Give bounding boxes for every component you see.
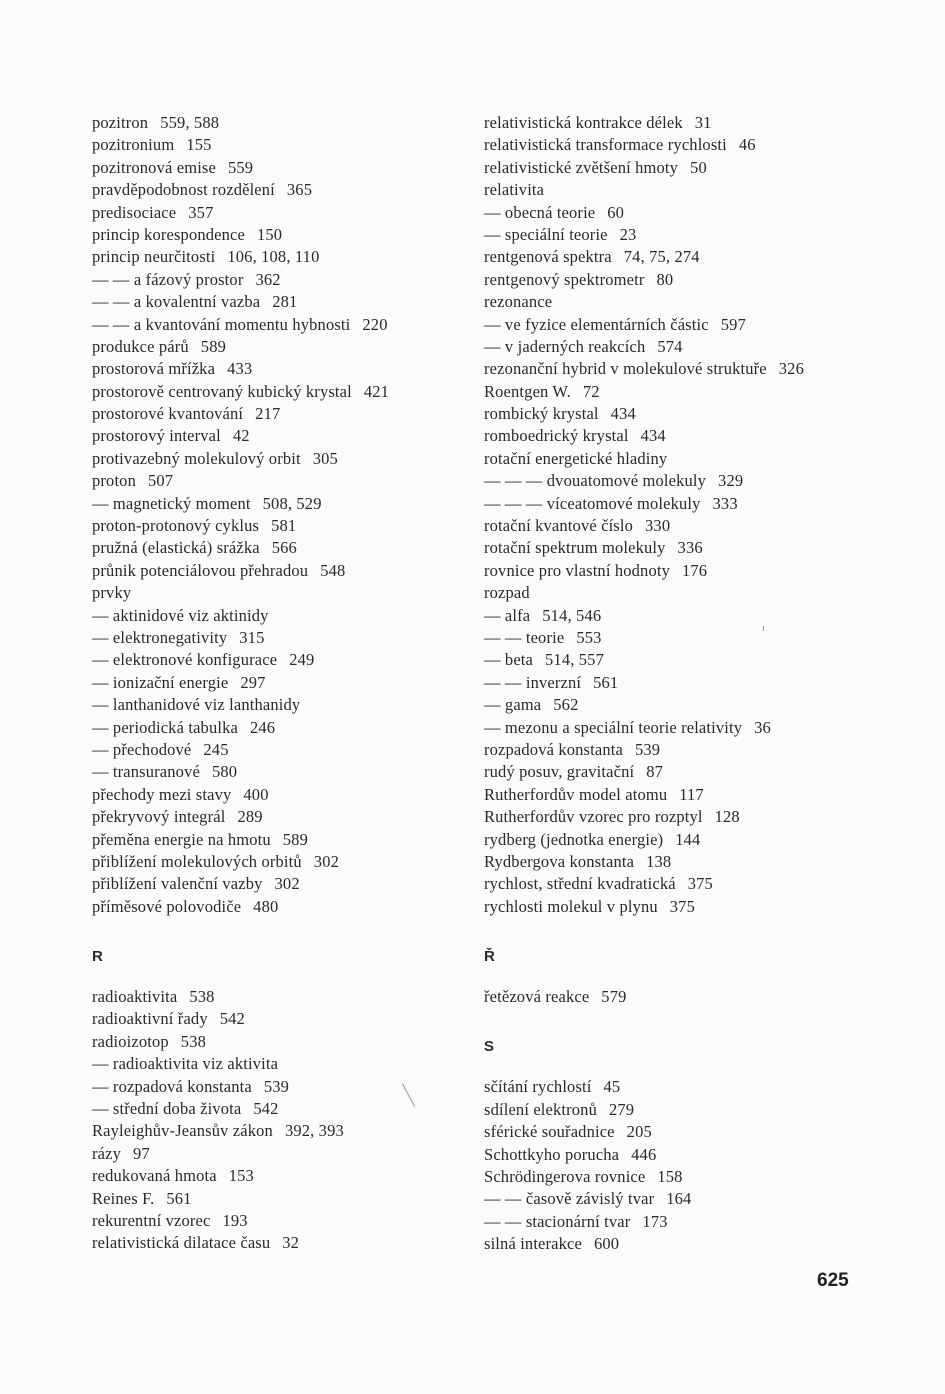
index-entry — [484, 761, 884, 783]
index-pages: 362 — [255, 269, 281, 289]
index-entry — [92, 425, 462, 447]
index-term: rudý posuv, gravitační — [484, 762, 635, 782]
index-entry — [92, 739, 462, 761]
index-entry — [484, 134, 884, 156]
index-term: překryvový integrál — [92, 807, 226, 827]
index-pages: 357 — [188, 202, 214, 222]
index-entry — [484, 112, 884, 134]
index-pages: 375 — [669, 896, 695, 916]
index-pages: 542 — [219, 1009, 245, 1029]
section-heading: Ř — [484, 948, 495, 966]
index-entry — [92, 761, 462, 783]
index-entry — [484, 851, 884, 873]
index-term: proton — [92, 471, 136, 491]
index-term: rekurentní vzorec — [92, 1210, 211, 1230]
index-column-right — [484, 112, 884, 1256]
index-term: — transuranové — [92, 762, 200, 782]
index-term: pravděpodobnost rozdělení — [92, 180, 275, 200]
index-entry — [92, 672, 462, 694]
index-term: radioaktivní řady — [92, 1009, 208, 1029]
index-term: radioaktivita — [92, 987, 178, 1007]
index-pages: 164 — [666, 1189, 692, 1209]
index-pages: 514, 546 — [542, 605, 602, 625]
index-pages: 400 — [243, 784, 269, 804]
index-entry — [484, 560, 884, 582]
index-pages: 80 — [656, 269, 674, 289]
index-pages: 326 — [778, 359, 804, 379]
index-term: rydberg (jednotka energie) — [484, 829, 664, 849]
index-entry — [484, 336, 884, 358]
index-pages: 158 — [657, 1167, 683, 1187]
index-entry — [92, 1188, 462, 1210]
index-term: rychlosti molekul v plynu — [484, 896, 658, 916]
index-pages: 542 — [253, 1099, 279, 1119]
index-term: Reines F. — [92, 1188, 155, 1208]
index-term: — — a kovalentní vazba — [92, 292, 261, 312]
index-entry — [92, 179, 462, 201]
index-pages: 302 — [313, 851, 339, 871]
index-term: — periodická tabulka — [92, 717, 238, 737]
index-entry — [92, 560, 462, 582]
index-pages: 330 — [645, 516, 671, 536]
index-entry — [484, 515, 884, 537]
index-entry — [484, 314, 884, 336]
index-pages: 153 — [228, 1166, 254, 1186]
index-pages: 561 — [166, 1188, 192, 1208]
index-entry — [92, 112, 462, 134]
index-term: — v jaderných reakcích — [484, 336, 646, 356]
index-term: — střední doba života — [92, 1099, 242, 1119]
index-entry — [484, 269, 884, 291]
index-term: Rydbergova konstanta — [484, 851, 635, 871]
index-term: prostorově centrovaný kubický krystal — [92, 381, 352, 401]
index-term: prostorová mřížka — [92, 359, 216, 379]
index-term: redukovaná hmota — [92, 1166, 217, 1186]
index-pages: 220 — [362, 314, 388, 334]
index-pages: 329 — [718, 471, 744, 491]
index-pages: 574 — [657, 336, 683, 356]
index-term: sčítání rychlostí — [484, 1077, 592, 1097]
index-term: rezonance — [484, 292, 553, 312]
index-entry — [484, 806, 884, 828]
index-pages: 50 — [690, 157, 707, 177]
index-term: — radioaktivita viz aktivita — [92, 1054, 279, 1074]
index-pages: 72 — [582, 381, 600, 401]
index-pages: 589 — [200, 336, 226, 356]
index-entry — [484, 157, 884, 179]
index-entry — [92, 1076, 462, 1098]
index-term: — — a fázový prostor — [92, 269, 244, 289]
index-term: predisociace — [92, 202, 177, 222]
index-entry — [484, 493, 884, 515]
index-entry — [484, 448, 884, 470]
index-pages: 446 — [631, 1144, 657, 1164]
index-pages: 597 — [720, 314, 746, 334]
scan-mark — [763, 626, 764, 631]
index-entry — [92, 1165, 462, 1187]
section-heading: R — [92, 948, 103, 966]
index-entry — [92, 694, 462, 716]
index-entry — [92, 717, 462, 739]
index-entry — [92, 515, 462, 537]
index-pages: 434 — [610, 404, 636, 424]
index-pages: 538 — [180, 1031, 206, 1051]
index-entry — [484, 1166, 884, 1188]
index-pages: 553 — [576, 627, 602, 647]
index-term: příměsové polovodiče — [92, 896, 242, 916]
index-term: rázy — [92, 1143, 121, 1163]
index-pages: 155 — [186, 135, 212, 155]
index-pages: 279 — [608, 1099, 635, 1119]
index-term: — aktinidové viz aktinidy — [92, 605, 269, 625]
index-entry — [92, 1098, 462, 1120]
section-heading: S — [484, 1038, 495, 1056]
index-pages: 150 — [256, 224, 283, 244]
index-entry — [484, 672, 884, 694]
index-term: relativita — [484, 180, 545, 200]
index-pages: 507 — [147, 471, 174, 491]
index-entry — [484, 784, 884, 806]
index-pages: 46 — [738, 135, 756, 155]
index-pages: 45 — [603, 1077, 621, 1097]
index-term: — ve fyzice elementárních částic — [484, 314, 709, 334]
index-pages: 42 — [232, 426, 250, 446]
index-entry — [92, 1232, 462, 1254]
index-pages: 74, 75, 274 — [623, 247, 700, 267]
index-pages: 246 — [249, 717, 276, 737]
index-term: produkce párů — [92, 336, 189, 356]
index-pages: 514, 557 — [545, 650, 604, 670]
index-entry — [92, 448, 462, 470]
index-entry — [484, 582, 884, 604]
index-pages: 421 — [363, 381, 390, 401]
index-term: pružná (elastická) srážka — [92, 538, 260, 558]
index-entry — [92, 1053, 462, 1075]
index-entry — [92, 381, 462, 403]
index-term: řetězová reakce — [484, 987, 590, 1007]
index-entry — [92, 403, 462, 425]
index-term: — — — víceatomové molekuly — [484, 493, 701, 513]
index-entry — [484, 829, 884, 851]
index-entry — [484, 537, 884, 559]
index-entry — [92, 358, 462, 380]
index-term: rezonanční hybrid v molekulové struktuře — [484, 359, 767, 379]
index-term: rentgenový spektrometr — [484, 269, 645, 289]
index-pages: 559, 588 — [160, 113, 220, 132]
index-term: prvky — [92, 583, 132, 603]
index-term: sdílení elektronů — [484, 1099, 597, 1119]
index-pages: 23 — [619, 224, 637, 244]
index-entry — [484, 291, 884, 313]
index-entry — [92, 605, 462, 627]
index-term: — elektronegativity — [92, 627, 228, 647]
index-entry — [92, 851, 462, 873]
index-entry — [92, 202, 462, 224]
index-pages: 297 — [240, 672, 266, 692]
index-term: rotační spektrum molekuly — [484, 538, 666, 558]
index-term: Roentgen W. — [484, 381, 571, 401]
index-entry — [484, 896, 884, 918]
index-term: — — — dvouatomové molekuly — [484, 471, 707, 491]
index-entry — [92, 582, 462, 604]
index-pages: 302 — [274, 874, 300, 894]
index-entry — [484, 179, 884, 201]
index-entry — [92, 224, 462, 246]
index-term: relativistická kontrakce délek — [484, 113, 683, 132]
index-term: — — a kvantování momentu hybnosti — [92, 314, 351, 334]
index-term: rombický krystal — [484, 404, 599, 424]
index-term: přiblížení molekulových orbitů — [92, 851, 302, 871]
index-entry — [484, 717, 884, 739]
index-entry — [484, 1211, 884, 1233]
index-pages: 539 — [263, 1076, 290, 1096]
index-entry — [92, 1143, 462, 1165]
index-term: pozitron — [92, 113, 149, 132]
index-term: — rozpadová konstanta — [92, 1076, 252, 1096]
index-term: Rutherfordův model atomu — [484, 784, 668, 804]
index-pages: 433 — [227, 359, 253, 379]
index-pages: 117 — [679, 784, 704, 804]
index-term: přeměna energie na hmotu — [92, 829, 271, 849]
index-entry — [92, 314, 462, 336]
index-term: princip neurčitosti — [92, 247, 216, 267]
index-term: — — teorie — [484, 627, 565, 647]
index-entry — [92, 336, 462, 358]
index-pages: 538 — [189, 987, 215, 1007]
index-entry — [92, 896, 462, 918]
index-pages: 245 — [203, 739, 229, 759]
index-entry — [484, 873, 884, 895]
index-term: rentgenová spektra — [484, 247, 612, 267]
index-entry — [92, 246, 462, 268]
index-term: Rutherfordův vzorec pro rozptyl — [484, 807, 703, 827]
index-pages: 144 — [675, 829, 701, 849]
index-pages: 392, 393 — [284, 1121, 344, 1141]
index-entry — [484, 381, 884, 403]
index-entry — [92, 470, 462, 492]
index-pages: 566 — [271, 538, 297, 558]
index-pages: 539 — [634, 739, 661, 759]
index-pages: 97 — [133, 1143, 150, 1163]
index-entry — [92, 1008, 462, 1030]
index-pages: 193 — [222, 1210, 248, 1230]
index-pages: 580 — [211, 762, 238, 782]
index-entry — [92, 269, 462, 291]
index-pages: 480 — [253, 896, 279, 916]
index-term: rovnice pro vlastní hodnoty — [484, 560, 670, 580]
index-pages: 32 — [282, 1233, 300, 1253]
index-entry — [92, 537, 462, 559]
index-pages: 508, 529 — [262, 493, 322, 513]
index-entry — [484, 1076, 884, 1098]
index-entry — [92, 627, 462, 649]
index-entry — [92, 157, 462, 179]
index-pages: 375 — [687, 874, 713, 894]
index-entry — [484, 1233, 884, 1255]
index-term: — obecná teorie — [484, 202, 596, 222]
index-pages: 176 — [681, 560, 708, 580]
index-term: rozpad — [484, 583, 530, 603]
index-entry — [484, 470, 884, 492]
index-pages: 581 — [271, 516, 297, 536]
index-term: relativistické zvětšení hmoty — [484, 157, 679, 177]
index-entry — [92, 291, 462, 313]
index-entry — [484, 224, 884, 246]
index-pages: 562 — [553, 695, 579, 715]
index-pages: 36 — [754, 717, 771, 737]
index-term: princip korespondence — [92, 224, 245, 244]
index-term: — mezonu a speciální teorie relativity — [484, 717, 743, 737]
index-entry — [92, 873, 462, 895]
index-term: prostorový interval — [92, 426, 221, 446]
index-entry — [92, 986, 462, 1008]
index-term: — gama — [484, 695, 542, 715]
index-term: — — inverzní — [484, 672, 582, 692]
index-term: prostorové kvantování — [92, 404, 244, 424]
index-pages: 87 — [646, 762, 664, 782]
index-entry — [484, 425, 884, 447]
index-term: radioizotop — [92, 1031, 169, 1051]
index-entry — [92, 1031, 462, 1053]
index-term: protivazebný molekulový orbit — [92, 448, 301, 468]
index-entry — [484, 1188, 884, 1210]
index-term: romboedrický krystal — [484, 426, 629, 446]
index-term: přiblížení valenční vazby — [92, 874, 263, 894]
index-entry — [484, 649, 884, 671]
index-term: rotační energetické hladiny — [484, 448, 668, 468]
index-entry — [484, 986, 884, 1008]
index-pages: 365 — [286, 180, 313, 200]
index-pages: 434 — [640, 426, 666, 446]
index-term: — beta — [484, 650, 534, 670]
index-entry — [484, 627, 884, 649]
index-term: — magnetický moment — [92, 493, 251, 513]
index-pages: 128 — [714, 807, 740, 827]
page-number: 625 — [817, 1270, 849, 1291]
index-term: — lanthanidové viz lanthanidy — [92, 695, 301, 715]
index-entry — [92, 806, 462, 828]
index-term: — speciální teorie — [484, 224, 608, 244]
index-term: relativistická dilatace času — [92, 1233, 271, 1253]
index-entry — [484, 358, 884, 380]
index-term: — přechodové — [92, 739, 192, 759]
index-pages: 579 — [601, 987, 627, 1007]
index-pages: 561 — [593, 672, 619, 692]
index-term: pozitronium — [92, 135, 175, 155]
index-term: — ionizační energie — [92, 672, 229, 692]
index-term: rozpadová konstanta — [484, 739, 623, 759]
index-entry — [484, 694, 884, 716]
index-term: — alfa — [484, 605, 531, 625]
index-term: pozitronová emise — [92, 157, 216, 177]
index-entry — [92, 784, 462, 806]
index-entry — [484, 1121, 884, 1143]
index-entry — [484, 246, 884, 268]
index-term: Rayleighův-Jeansův zákon — [92, 1121, 273, 1141]
index-pages: 559 — [227, 157, 254, 177]
index-entry — [92, 649, 462, 671]
index-term: relativistická transformace rychlosti — [484, 135, 727, 155]
index-term: — elektronové konfigurace — [92, 650, 278, 670]
index-entry — [92, 134, 462, 156]
index-pages: 289 — [237, 807, 263, 827]
index-entry — [484, 605, 884, 627]
index-term: rotační kvantové číslo — [484, 516, 634, 536]
index-pages: 589 — [282, 829, 308, 849]
index-term: — — časově závislý tvar — [484, 1189, 655, 1209]
index-pages: 333 — [712, 493, 738, 513]
index-pages: 315 — [239, 627, 265, 647]
index-pages: 106, 108, 110 — [227, 247, 320, 267]
index-entry — [92, 493, 462, 515]
index-entry — [92, 1210, 462, 1232]
index-term: — — stacionární tvar — [484, 1211, 631, 1231]
index-term: proton-protonový cyklus — [92, 516, 260, 536]
index-term: rychlost, střední kvadratická — [484, 874, 676, 894]
index-pages: 281 — [272, 292, 298, 312]
index-pages: 217 — [255, 404, 281, 424]
index-entry — [484, 1099, 884, 1121]
index-entry — [484, 1144, 884, 1166]
index-pages: 305 — [312, 448, 338, 468]
index-pages: 249 — [289, 650, 315, 670]
index-entry — [484, 739, 884, 761]
index-pages: 548 — [320, 560, 346, 580]
index-term: Schottkyho porucha — [484, 1144, 620, 1164]
index-column-left — [92, 112, 462, 1255]
index-pages: 600 — [594, 1234, 620, 1254]
index-entry — [92, 829, 462, 851]
index-term: silná interakce — [484, 1234, 582, 1254]
index-pages: 138 — [646, 851, 672, 871]
index-term: přechody mezi stavy — [92, 784, 232, 804]
index-entry — [484, 202, 884, 224]
index-pages: 336 — [677, 538, 703, 558]
index-pages: 60 — [607, 202, 625, 222]
index-pages: 31 — [694, 113, 712, 132]
index-term: průnik potenciálovou přehradou — [92, 560, 309, 580]
index-pages: 173 — [642, 1211, 668, 1231]
index-term: sférické souřadnice — [484, 1122, 615, 1142]
index-term: Schrödingerova rovnice — [484, 1167, 646, 1187]
index-entry — [92, 1120, 462, 1142]
index-entry — [484, 403, 884, 425]
index-pages: 205 — [626, 1122, 652, 1142]
